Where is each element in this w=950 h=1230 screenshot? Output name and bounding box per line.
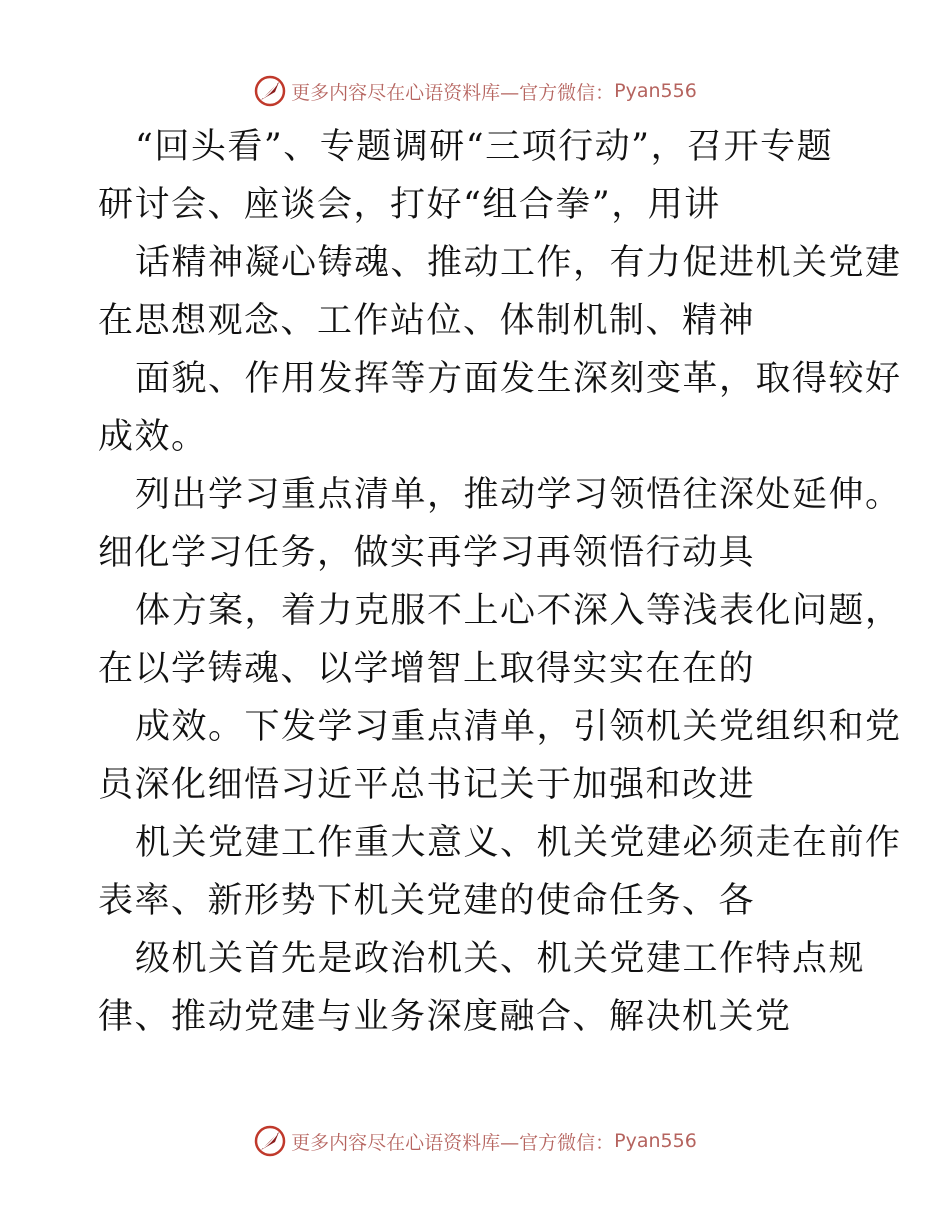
quill-logo-icon	[253, 1124, 287, 1158]
text-line: 体方案，着力克服不上心不深入等浅表化问题，	[135, 591, 902, 631]
text-line: 在思想观念、工作站位、体制机制、精神	[98, 301, 756, 341]
text-line: 话精神凝心铸魂、推动工作，有力促进机关党建	[135, 243, 902, 283]
footer-watermark	[0, 1121, 950, 1161]
text-line: 级机关首先是政治机关、机关党建工作特点规	[135, 939, 866, 979]
text-line: 成效。	[98, 417, 208, 457]
watermark-text: 更多内容尽在心语资料库—官方微信：	[291, 81, 615, 104]
text-line: “回头看”、专题调研“三项行动”，召开专题	[135, 127, 834, 167]
text-line: 成效。下发学习重点清单，引领机关党组织和党	[135, 707, 902, 747]
text-line: 在以学铸魂、以学增智上取得实实在在的	[98, 649, 756, 689]
quill-logo-icon	[253, 74, 287, 108]
watermark-wechat-id: Pyan556	[614, 80, 697, 102]
text-line: 细化学习任务，做实再学习再领悟行动具	[98, 533, 756, 573]
text-line: 员深化细悟习近平总书记关于加强和改进	[98, 765, 756, 805]
watermark-text: 更多内容尽在心语资料库—官方微信：	[291, 1131, 615, 1154]
text-line: 表率、新形势下机关党建的使命任务、各	[98, 881, 756, 921]
text-line: 研讨会、座谈会，打好“组合拳”，用讲	[98, 185, 721, 225]
text-line: 机关党建工作重大意义、机关党建必须走在前作	[135, 823, 902, 863]
text-line: 律、推动党建与业务深度融合、解决机关党	[98, 997, 792, 1037]
text-line: 面貌、作用发挥等方面发生深刻变革，取得较好	[135, 359, 902, 399]
header-watermark	[0, 71, 950, 111]
text-line: 列出学习重点清单，推动学习领悟往深处延伸。	[135, 475, 902, 515]
watermark-wechat-id: Pyan556	[614, 1130, 697, 1152]
